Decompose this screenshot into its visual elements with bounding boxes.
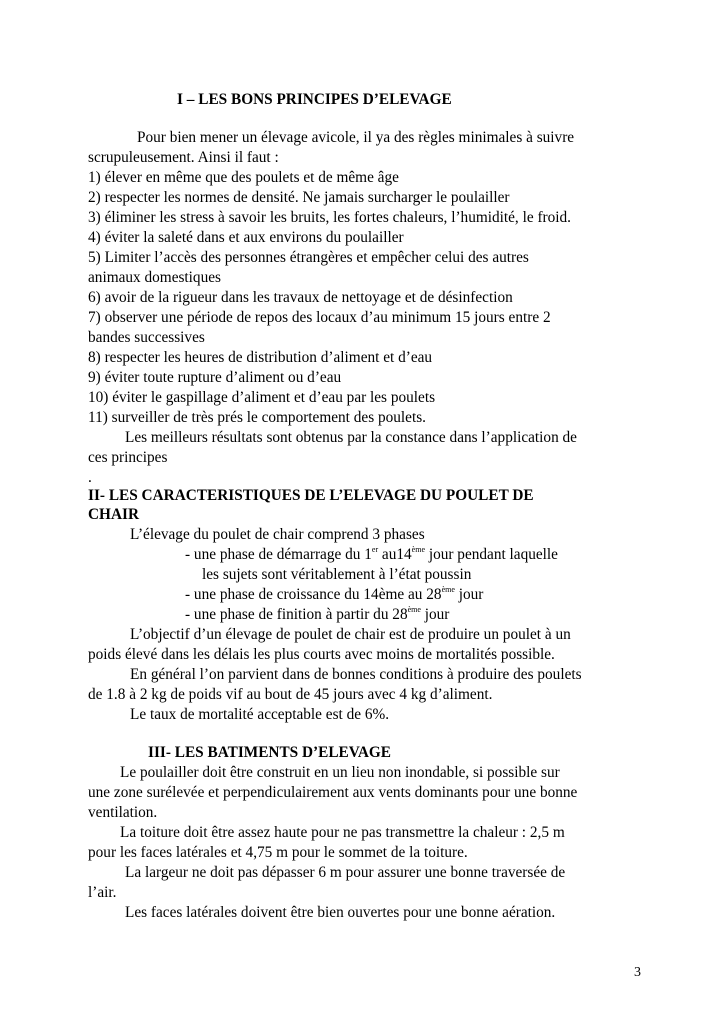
phase-1: - une phase de démarrage du 1er au14ème jour pendant laquelle: [185, 545, 558, 563]
roof-line-2: pour les faces latérales et 4,75 m pour le sommet de la toiture.: [88, 844, 468, 861]
section1-title: I – LES BONS PRINCIPES D’ELEVAGE: [177, 91, 452, 108]
location-line-2: une zone surélevée et perpendiculairement aux vents dominants pour une bonne: [88, 784, 578, 801]
width-line-1: La largeur ne doit pas dépasser 6 m pour assurer une bonne traversée de: [125, 864, 566, 881]
list-item: 3) éliminer les stress à savoir les bruits, les fortes chaleurs, l’humidité, le froid.: [88, 209, 572, 226]
phase-3: - une phase de finition à partir du 28ème jour: [185, 605, 450, 623]
list-item: 10) éviter le gaspillage d’aliment et d’eau par les poulets: [88, 389, 436, 406]
general-line-2: de 1.8 à 2 kg de poids vif au bout de 45 jours avec 4 kg d’aliment.: [88, 686, 493, 703]
mortality-line: Le taux de mortalité acceptable est de 6%.: [130, 706, 390, 723]
list-item: 11) surveiller de très prés le comportement des poulets.: [88, 409, 426, 426]
width-line-2: l’air.: [88, 884, 117, 901]
phases-intro: L’élevage du poulet de chair comprend 3 phases: [130, 526, 425, 543]
list-item: 8) respecter les heures de distribution d’aliment et d’eau: [88, 349, 433, 366]
intro-line-2: scrupuleusement. Ainsi il faut :: [88, 149, 279, 166]
roof-line-1: La toiture doit être assez haute pour ne pas transmettre la chaleur : 2,5 m: [120, 824, 565, 841]
list-item: 9) éviter toute rupture d’aliment ou d’eau: [88, 369, 342, 386]
intro-line-1: Pour bien mener un élevage avicole, il ya des règles minimales à suivre: [137, 129, 575, 146]
conclusion-line-2: ces principes: [88, 449, 168, 466]
objective-line-1: L’objectif d’un élevage de poulet de chair est de produire un poulet à un: [130, 626, 571, 643]
phase-1-line-2: les sujets sont véritablement à l’état poussin: [202, 566, 472, 583]
location-line-3: ventilation.: [88, 804, 158, 821]
phase-2: - une phase de croissance du 14ème au 28ème jour: [185, 585, 484, 603]
section2-title-line-1: II- LES CARACTERISTIQUES DE L’ELEVAGE DU POULET DE: [88, 487, 534, 504]
list-item: 1) élever en même que des poulets et de même âge: [88, 169, 399, 186]
list-item: 5) Limiter l’accès des personnes étrangères et empêcher celui des autres: [88, 249, 529, 266]
section3-title: III- LES BATIMENTS D’ELEVAGE: [148, 744, 391, 761]
list-item: 4) éviter la saleté dans et aux environs du poulailler: [88, 229, 404, 246]
list-item: 6) avoir de la rigueur dans les travaux de nettoyage et de désinfection: [88, 289, 513, 306]
list-item: 7) observer une période de repos des locaux d’au minimum 15 jours entre 2: [88, 309, 551, 326]
page-number: 3: [634, 965, 641, 980]
conclusion-line-1: Les meilleurs résultats sont obtenus par la constance dans l’application de: [125, 429, 577, 446]
list-item: 2) respecter les normes de densité. Ne jamais surcharger le poulailler: [88, 189, 510, 206]
stray-dot: .: [88, 469, 92, 486]
list-item: bandes successives: [88, 329, 205, 346]
aeration-line: Les faces latérales doivent être bien ouvertes pour une bonne aération.: [125, 904, 556, 921]
section2-title-line-2: CHAIR: [88, 506, 139, 523]
objective-line-2: poids élevé dans les délais les plus courts avec moins de mortalités possible.: [88, 646, 555, 663]
location-line-1: Le poulailler doit être construit en un lieu non inondable, si possible sur: [120, 764, 560, 781]
list-item: animaux domestiques: [88, 269, 221, 286]
general-line-1: En général l’on parvient dans de bonnes conditions à produire des poulets: [130, 666, 582, 683]
